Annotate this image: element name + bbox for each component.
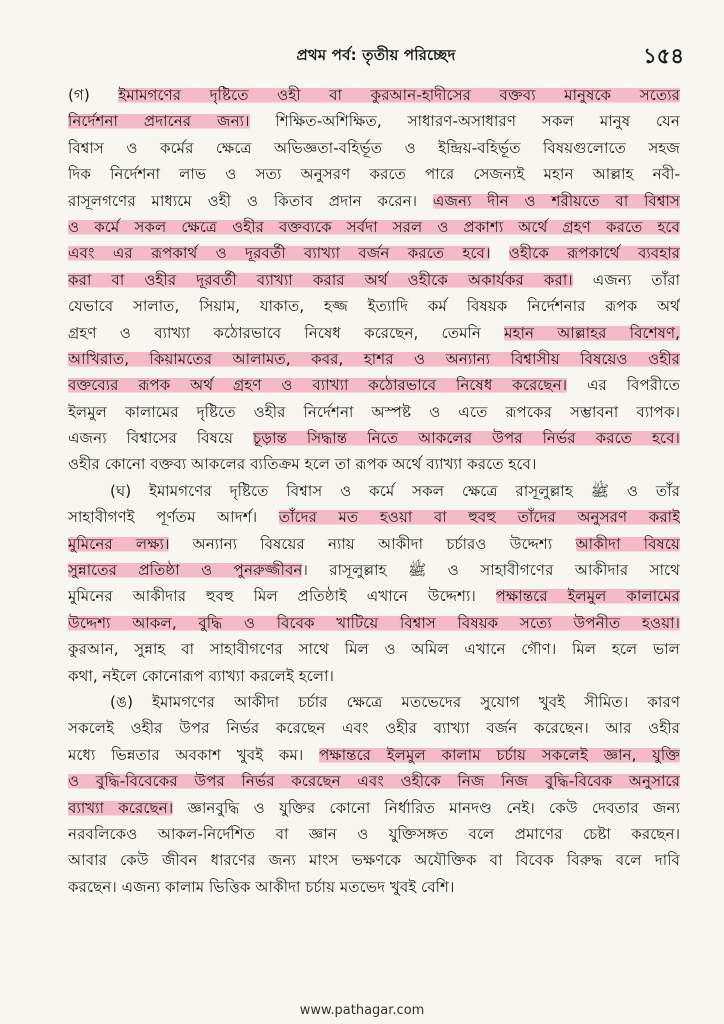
- text-line: [68, 795, 680, 821]
- highlighted-text: তাঁদের মত হওয়া বা হুবহু তাঁদের অনুসরণ করাই: [278, 508, 680, 527]
- highlighted-text: ও বুদ্ধি-বিবেকের উপর নির্ভর করেছেন এবং ওহীকে নিজ নিজ বুদ্ধি-বিবেক অনুসারে: [68, 772, 680, 791]
- text-span: সকলেই ওহীর উপর নির্ভর করেছেন এবং ওহীর ব্যাখ্যা বর্জন করেছেন। আর ওহীর: [68, 719, 680, 738]
- running-title: প্রথম পর্ব: তৃতীয় পরিচ্ছেদ: [296, 46, 456, 64]
- page-header: [68, 40, 684, 70]
- text-span: । রাসূলুল্লাহ ﷺ ও সাহাবীগণের আকীদার সাথে: [302, 561, 680, 580]
- text-line: [68, 425, 680, 451]
- highlighted-text: আখিরাত, কিয়ামতের আলামত, কবর, হাশর ও অন্যান্য বিশ্বাসীয় বিষয়েও ওহীর: [68, 349, 680, 368]
- text-line: [68, 874, 680, 900]
- highlighted-text: করা বা ওহীর দূরবর্তী ব্যাখ্যা করার অর্থ ওহীকে অকার্যকর করা।: [68, 270, 573, 289]
- text-line: [68, 188, 680, 214]
- page-number: ১৫৪: [643, 44, 684, 68]
- text-span: মধ্যে ভিন্নতার অবকাশ খুবই কম।: [68, 745, 320, 764]
- text-line: [68, 663, 680, 689]
- text-line: [68, 689, 680, 715]
- text-line: [68, 636, 680, 662]
- highlighted-text: ইমামগণের দৃষ্টিতে ওহী বা কুরআন-হাদীসের বক্তব্য মানুষকে সত্যের: [118, 86, 680, 104]
- text-line: [68, 504, 680, 530]
- highlighted-text: পক্ষান্তরে ইলমুল কালাম চর্চায় সকলেই জ্ঞান, যুক্তি: [319, 745, 680, 764]
- text-span: গ্রহণ ও ব্যাখ্যা কঠোরভাবে নিষেধ করেছেন, তেমনি: [68, 323, 505, 342]
- text-span: এজন্য তাঁরা: [572, 270, 680, 289]
- highlighted-text: পক্ষান্তরে ইলমুল কালামের: [495, 587, 680, 606]
- text-line: [68, 108, 680, 134]
- highlighted-text: চূড়ান্ত সিদ্ধান্ত নিতে আকলের উপর নির্ভর করতে হবে।: [253, 429, 680, 448]
- highlighted-text: এজন্য দীন ও শরীয়তে বা বিশ্বাস: [432, 191, 680, 210]
- highlighted-text: ব্যাখ্যা করেছেন।: [68, 798, 174, 817]
- highlighted-text: ওহীকে রূপকার্থে ব্যবহার: [508, 244, 680, 263]
- text-span: সাহাবীগণই পূর্ণতম আদর্শ।: [68, 508, 279, 527]
- text-line: [68, 320, 680, 346]
- text-span: কথা, নইলে কোনোরূপ ব্যাখ্যা করলেই হলো।: [68, 666, 334, 685]
- text-line: [68, 346, 680, 372]
- text-line: [68, 557, 680, 583]
- text-span: জ্ঞানবুদ্ধি ও যুক্তির কোনো নির্ধারিত মানদণ্ড নেই। কেউ দেবতার জন্য: [173, 798, 680, 817]
- text-span: ওহীর কোনো বক্তব্য আকলের ব্যতিক্রম হলে তা রূপক অর্থে ব্যাখ্যা করতে হবে।: [68, 455, 537, 474]
- text-span: বিশ্বাস ও কর্মের ক্ষেত্রে অভিজ্ঞতা-বহির্ভূত ও ইন্দ্রিয়-বহির্ভূত বিষয়গুলোতে সহজ: [68, 138, 680, 157]
- text-span: নরবলিকেও আকল-নির্দেশিত বা জ্ঞান ও যুক্তিসঙ্গত বলে প্রমাণের চেষ্টা করছেন।: [68, 824, 680, 843]
- text-line: [68, 267, 680, 293]
- text-span: কুরআন, সুন্নাহ বা সাহাবীগণের সাথে মিল ও অমিল এখানে গৌণ। মিল হলে ভাল: [68, 640, 680, 659]
- text-span: মুমিনের আকীদার হুবহু মিল প্রতিষ্ঠাই এখানে উদ্দেশ্য।: [68, 587, 496, 606]
- highlighted-text: নির্দেশনা প্রদানের জন্য।: [68, 112, 250, 131]
- text-line: [68, 768, 680, 794]
- text-line: [68, 742, 680, 768]
- highlighted-text: ও কর্মে সকল ক্ষেত্রে ওহীর বক্তব্যকে সর্বদা সরল ও প্রকাশ্য অর্থে গ্রহণ করতে হবে: [68, 217, 680, 236]
- text-span: (ঘ) ইমামগণের দৃষ্টিতে বিশ্বাস ও কর্মে সকল ক্ষেত্রে রাসূলুল্লাহ ﷺ ও তাঁর: [110, 481, 680, 500]
- text-span: দিক নির্দেশনা লাভ ও সত্য অনুসরণ করতে পারে সেজন্যই মহান আল্লাহ নবী-: [68, 165, 680, 184]
- text-line: [68, 531, 680, 557]
- text-span: রাসূলগণের মাধ্যমে ওহী ও কিতাব প্রদান করেন।: [68, 191, 433, 210]
- text-span: করছেন। এজন্য কালাম ভিত্তিক আকীদা চর্চায় মতভেদ খুবই বেশি।: [68, 877, 455, 896]
- highlighted-text: মহান আল্লাহর বিশেষণ,: [504, 323, 680, 342]
- highlighted-text: বক্তব্যের রূপক অর্থ গ্রহণ ও ব্যাখ্যা কঠোরভাবে নিষেধ করেছেন।: [68, 376, 568, 395]
- text-line: [68, 240, 680, 266]
- text-line: [68, 214, 680, 240]
- text-span: (গ): [68, 86, 119, 104]
- text-span: [490, 244, 508, 262]
- text-line: [68, 135, 680, 161]
- highlighted-text: মুমিনের লক্ষ্য।: [68, 534, 170, 553]
- text-line: [68, 478, 680, 504]
- text-line: [68, 583, 680, 609]
- text-line: [68, 399, 680, 425]
- text-line: [68, 82, 680, 108]
- text-span: অন্যান্য বিষয়ের ন্যায় আকীদা চর্চারও উদ্দেশ্য: [169, 534, 576, 553]
- text-span: শিক্ষিত-অশিক্ষিত, সাধারণ-অসাধারণ সকল মানুষ যেন: [249, 112, 680, 131]
- text-line: [68, 847, 680, 873]
- text-line: [68, 821, 680, 847]
- text-span: এজন্য বিশ্বাসের বিষয়ে: [68, 429, 254, 448]
- text-line: [68, 161, 680, 187]
- text-line: [68, 293, 680, 319]
- highlighted-text: এবং এর রূপকার্থ ও দূরবর্তী ব্যাখ্যা বর্জন করতে হবে।: [68, 244, 491, 263]
- highlighted-text: উদ্দেশ্য আকল, বুদ্ধি ও বিবেক খাটিয়ে বিশ্বাস বিষয়ক সত্যে উপনীত হওয়া।: [68, 613, 680, 632]
- text-line: [68, 451, 680, 477]
- highlighted-text: আকীদা বিষয়ে: [575, 534, 680, 553]
- text-line: [68, 372, 680, 398]
- text-span: (ঙ) ইমামগণের আকীদা চর্চার ক্ষেত্রে মতভেদের সুযোগ খুবই সীমিত। কারণ: [110, 692, 680, 711]
- footer-site-url: www.pathagar.com: [299, 1003, 425, 1018]
- highlighted-text: সুন্নাতের প্রতিষ্ঠা ও পুনরুজ্জীবন: [68, 561, 303, 580]
- text-span: যেভাবে সালাত, সিয়াম, যাকাত, হজ্জ ইত্যাদি কর্ম বিষয়ক নির্দেশনার রূপক অর্থ: [68, 297, 680, 316]
- text-span: ইলমুল কালামের দৃষ্টিতে ওহীর নির্দেশনা অস্পষ্ট ও এতে রূপকের সম্ভাবনা ব্যাপক।: [68, 402, 680, 421]
- text-span: এর বিপরীতে: [567, 376, 680, 395]
- text-line: [68, 715, 680, 741]
- text-line: [68, 610, 680, 636]
- text-span: আবার কেউ জীবন ধারণের জন্য মাংস ভক্ষণকে অযৌক্তিক বা বিবেক বিরুদ্ধ বলে দাবি: [68, 851, 680, 870]
- body-text: [68, 82, 680, 900]
